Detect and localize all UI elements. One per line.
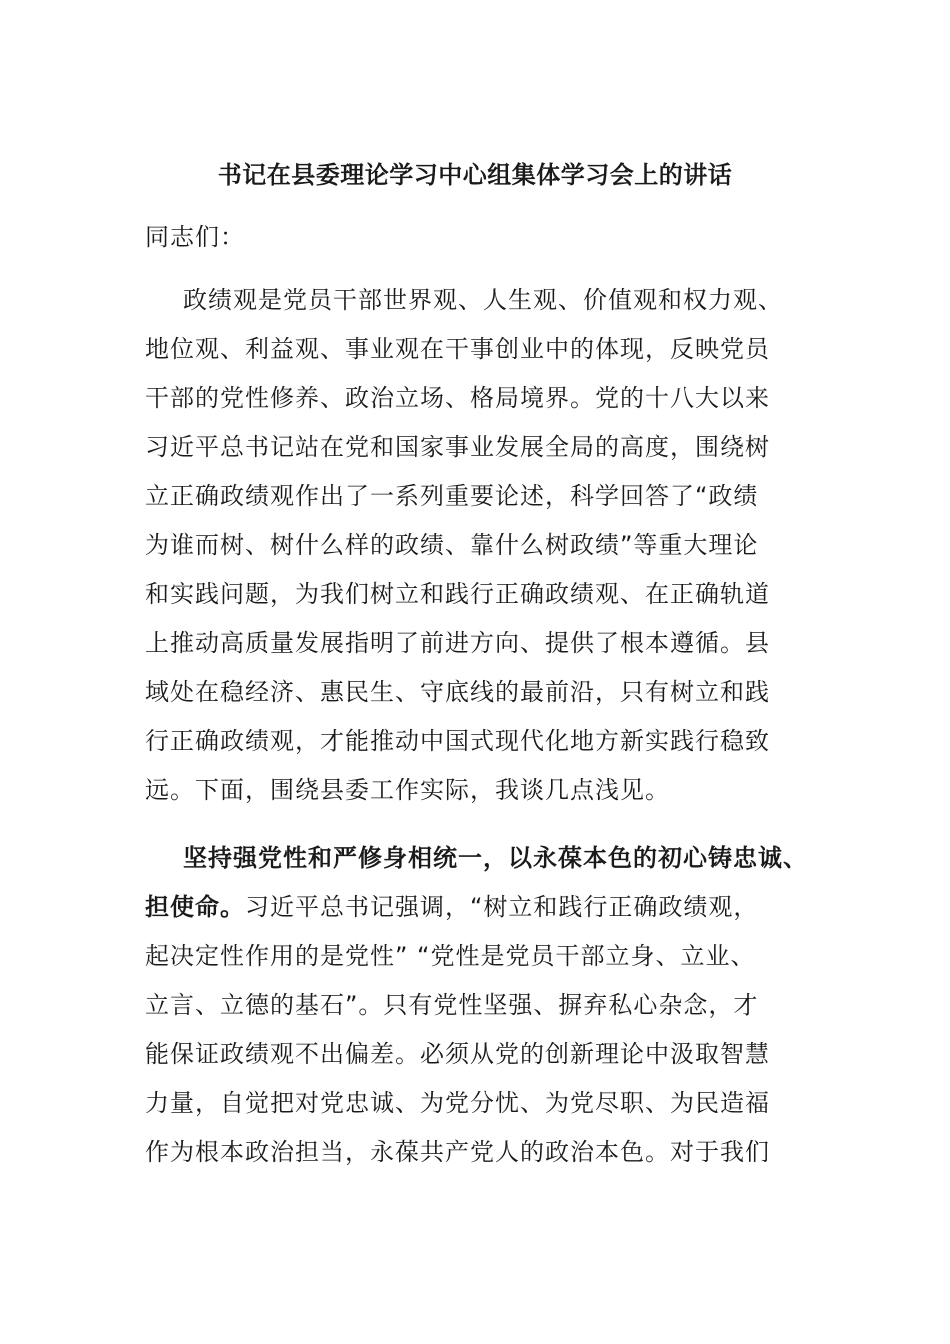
document-title: 书记在县委理论学习中心组集体学习会上的讲话 (217, 161, 733, 189)
paragraph-line: 域处在稳经济、惠民生、守底线的最前沿，只有树立和践 (145, 678, 770, 706)
paragraph-line: 政绩观是党员干部世界观、人生观、价值观和权力观、 (183, 286, 783, 314)
section-heading-end: 担使命。 (145, 893, 245, 921)
paragraph-line: 立正确政绩观作出了一系列重要论述，科学回答了“政绩 (145, 482, 759, 510)
paragraph-line: 为谁而树、树什么样的政绩、靠什么树政绩”等重大理论 (145, 531, 759, 559)
paragraph-line: 立言、立德的基石”。只有党性坚强、摒弃私心杂念，才 (145, 991, 759, 1019)
paragraph-line: 远。下面，围绕县委工作实际，我谈几点浅见。 (145, 776, 670, 804)
paragraph-line: 能保证政绩观不出偏差。必须从党的创新理论中汲取智慧 (145, 1040, 770, 1068)
paragraph-line (145, 887, 758, 927)
paragraph-line: 和实践问题，为我们树立和践行正确政绩观、在正确轨道 (145, 580, 770, 608)
paragraph-line: 作为根本政治担当，永葆共产党人的政治本色。对于我们 (145, 1138, 770, 1166)
paragraph-text: 习近平总书记强调，“树立和践行正确政绩观， (245, 893, 759, 921)
paragraph-line: 地位观、利益观、事业观在干事创业中的体现，反映党员 (145, 335, 770, 363)
paragraph-line: 习近平总书记站在党和国家事业发展全局的高度，围绕树 (145, 433, 770, 461)
paragraph-line: 力量，自觉把对党忠诚、为党分忧、为党尽职、为民造福 (145, 1089, 770, 1117)
salutation: 同志们： (145, 223, 245, 251)
paragraph-line: 干部的党性修养、政治立场、格局境界。党的十八大以来 (145, 384, 770, 412)
paragraph-line: 上推动高质量发展指明了前进方向、提供了根本遵循。县 (145, 629, 770, 657)
section-heading: 坚持强党性和严修身相统一，以永葆本色的初心铸忠诚、 (183, 844, 808, 872)
paragraph-line: 起决定性作用的是党性” “党性是党员干部立身、立业、 (145, 942, 756, 970)
paragraph-line: 行正确政绩观，才能推动中国式现代化地方新实践行稳致 (145, 727, 770, 755)
